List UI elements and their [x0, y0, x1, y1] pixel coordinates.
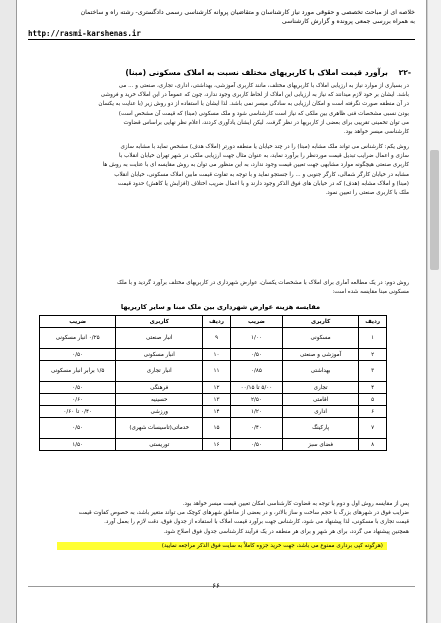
row-no-cell: ۷ [359, 418, 387, 439]
row-no-cell: ۱۲ [203, 382, 231, 394]
table-row [40, 382, 387, 394]
coefficient-cell: ۲/۵۰ [230, 394, 282, 406]
row-no-cell: ۱۶ [203, 439, 231, 451]
coefficient-cell: ۱/۲۰ [230, 406, 282, 418]
vertical-scrollbar[interactable] [427, 0, 441, 623]
usage-cell: فضای سبز [282, 439, 358, 451]
row-no-cell: ۱۴ [203, 406, 231, 418]
header-line-2: به همراه بررسی جمعی پرونده و گزارش کارشناسی [281, 18, 415, 25]
paragraph-line: مشابه در خیابان کارگر شمالی، کارگر جنوبی و ... را جستجو نماید و با توجه به تفاوت قیمت مابین املاک مسکونی، خیابان انقلاب [114, 171, 409, 178]
usage-cell: انبار صنعتی [116, 328, 203, 349]
coefficient-cell: ۰/۴۰ تا ۰/۶۰ [40, 406, 116, 418]
row-no-cell: ۵ [359, 394, 387, 406]
row-no-cell: ۱۳ [203, 394, 231, 406]
row-no-cell: ۱۱ [203, 361, 231, 382]
row-no-cell: ۶ [359, 406, 387, 418]
table-title: مقایسه هزینه عوارض شهرداری بین ملک مبنا و سایر کاربریها [120, 303, 321, 311]
paragraph-1 [36, 82, 409, 137]
paragraph-line: بودن نسبی مشخصات فنی ظاهری بین ملکی که نیاز است کارشناسی شود و ملک مسکونی (مبنا) که قیمت آن مشخص است) [118, 110, 409, 117]
usage-cell: مسکونی [282, 328, 358, 349]
paragraph-line: مسکونی مبنا مقایسه شده است: [332, 289, 409, 296]
paragraph-line: (مبنا) و املاک مشابه (هدف) که در خیابان های فوق الذکر وجود دارند و با اعمال ضریب اختلاف (افزایش یا کاهش) حدود قیمت [117, 180, 409, 187]
col-header-coefficient: ضریب [40, 316, 116, 328]
paragraph-line: همچنین پیشنهاد می گردد، برای هر شهر و برای هر منطقه در یک فرآیند کارشناسی جدول فوق اصلاح شود. [163, 528, 409, 535]
paragraph-line: در آن منطقه صورت نگرفته است و امکان ارزیابی به سادگی میسر نمی باشد. لذا ایشان با استفاده از دو روش زیر (با عنایت به یکسان [98, 101, 409, 108]
row-no-cell: ۱۵ [203, 418, 231, 439]
usage-cell: فرهنگی [116, 382, 203, 394]
paragraph-line: سازی و اعمال ضرایب تبدیل قیمت موردنظر را برآورد نماید، به عنوان مثال جهت ارزیابی ملکی در شهر تهران خیابان انقلاب با [119, 153, 409, 160]
table-row [40, 418, 387, 439]
paragraph-line: کاربری صنعتی هیچگونه موارد مشابهی جهت تعیین قیمت وجود ندارد، به این منظور می توان به روش مقایسه ای با عنایت به روش ها [102, 162, 409, 169]
usage-cell: حسینیه [116, 394, 203, 406]
col-header-row-no: ردیف [359, 316, 387, 328]
coefficient-cell: ۱/۵ برابر انبار مسکونی [40, 361, 116, 382]
coefficient-cell: ۱/۵۰ [40, 439, 116, 451]
paragraph-line: روش دوم: در یک مطالعه آماری برای املاک با مشخصات یکسان، عوارض شهرداری در کاربریهای مختلف برآورد گردید و با ملک [117, 280, 409, 286]
paragraph-line: قیمت تجاری با مسکونی، لذا پیشنهاد می شود، کارشناس جهت برآورد قیمت املاک با استفاده از جدول فوق، دقت لازم را بعمل آورد. [104, 519, 409, 526]
usage-cell: ورزشی [116, 406, 203, 418]
coefficient-cell: ۱/۰۰ [230, 328, 282, 349]
coefficient-cell: ۰/۵۰ [40, 382, 116, 394]
coefficient-cell: ۰/۵۰ [230, 349, 282, 361]
paragraph-3 [36, 279, 409, 297]
usage-cell: خدماتی(تاسیسات شهری) [116, 418, 203, 439]
paragraph-line: ملک با کاربری صنعتی را تعیین نمود. [325, 189, 409, 196]
paragraph-line: پس از مقایسه روش اول و دوم با توجه به قضاوت کارشناسی امکان تعیین قیمت میسر خواهد بود. [182, 501, 409, 507]
coefficient-cell: ۰/۲۵ انبار مسکونی [40, 328, 116, 349]
paragraph-line: روش یکم: کارشناس می تواند ملک مشابه (مبنا) را در چند خیابان یا منطقه دورتر (املاک هدف) مشخص نماید با مشابه سازی [120, 144, 409, 150]
usage-cell: انبار تجاری [116, 361, 203, 382]
header-line-1: خلاصه ای از مباحث تخصصی و حقوقی مورد نیاز کارشناسان و متقاضیان پروانه کارشناسی رسمی دادگستری- رشته راه و ساختمان [80, 9, 415, 16]
row-no-cell: ۴ [359, 382, 387, 394]
usage-cell: پارکینگ [282, 418, 358, 439]
table-row [40, 328, 387, 349]
col-header-usage: کاربری [282, 316, 358, 328]
section-heading [125, 68, 411, 77]
coefficient-cell: ۵/۰۰ تا ۰۰/۱۵ [230, 382, 282, 394]
col-header-usage: کاربری [116, 316, 203, 328]
paragraph-2 [36, 143, 409, 198]
header-divider [28, 39, 415, 40]
paragraph-line: می توان تخمینی تقریبی برای بعضی از کاربریها در نظر گرفت. لیکن ایشان یادآوری کردند، اعلام نظر نهایی براساس قضاوت [123, 119, 409, 126]
usage-cell: اداری [282, 406, 358, 418]
paragraph-line: باشد. ایشان بر خود لازم میدانند که نیاز به ارزیابی این املاک از لحاظ کاربری وجود ندارد، چون که عموماً در این املاک خرید و فروشی [100, 92, 409, 99]
usage-cell: بهداشتی [282, 361, 358, 382]
usage-cell: توریستی [116, 439, 203, 451]
paragraph-line: در بسیاری از موارد نیاز به ارزیابی املاک با کاربریهای مختلف، مانند کاربری آموزشی، بهداشتی، اداری، تجاری، صنعتی و ... می [118, 83, 409, 89]
coefficient-cell: ۰/۵۰ [230, 439, 282, 451]
row-no-cell: ۲ [359, 349, 387, 361]
row-no-cell: ۹ [203, 328, 231, 349]
coefficient-cell: ۰/۶۰ [40, 394, 116, 406]
coefficient-cell: ۰/۵۰ [40, 349, 116, 361]
section-title: برآورد قیمت املاک با کاربریهای مختلف نسبت به املاک مسکونی (مبنا) [125, 68, 388, 77]
coefficient-cell: ۰/۴۰ [230, 418, 282, 439]
page-number: ۶۶ [197, 580, 235, 593]
paragraph-line: کارشناسی میسر خواهد بود. [343, 128, 409, 135]
table-row [40, 439, 387, 451]
table-header-row [40, 316, 387, 328]
row-no-cell: ۱۰ [203, 349, 231, 361]
paragraph-line: ضرایب فوق در شهرهای بزرگ با حجم ساخت و ساز بالاتر، و در بعضی از مناطق شهرهای کوچک می تواند متغیر باشد، به خصوص کفاوت قیمت [78, 510, 409, 517]
coefficient-cell: ۰/۸۵ [230, 361, 282, 382]
closing-paragraph [36, 500, 409, 537]
row-no-cell: ۱ [359, 328, 387, 349]
copyright-note: (هرگونه کپی برداری ممنوع می باشد، جهت خرید جزوه کاملاً به سایت فوق الذکر مراجعه نمایید) [57, 542, 387, 550]
usage-cell: تجاری [282, 382, 358, 394]
site-url[interactable]: http://rasmi-karshenas.ir [28, 29, 141, 38]
col-header-row-no: ردیف [203, 316, 231, 328]
table-row [40, 361, 387, 382]
scrollbar-thumb[interactable] [430, 150, 439, 270]
section-number: -۲۲ [398, 68, 411, 77]
table-row [40, 394, 387, 406]
coefficient-cell: ۰/۵۰ [40, 418, 116, 439]
tariff-table [39, 315, 387, 451]
row-no-cell: ۸ [359, 439, 387, 451]
table-row [40, 349, 387, 361]
col-header-coefficient: ضریب [230, 316, 282, 328]
row-no-cell: ۳ [359, 361, 387, 382]
table-row [40, 406, 387, 418]
usage-cell: اقامتی [282, 394, 358, 406]
usage-cell: آموزشی و صنعتی [282, 349, 358, 361]
usage-cell: انبار مسکونی [116, 349, 203, 361]
